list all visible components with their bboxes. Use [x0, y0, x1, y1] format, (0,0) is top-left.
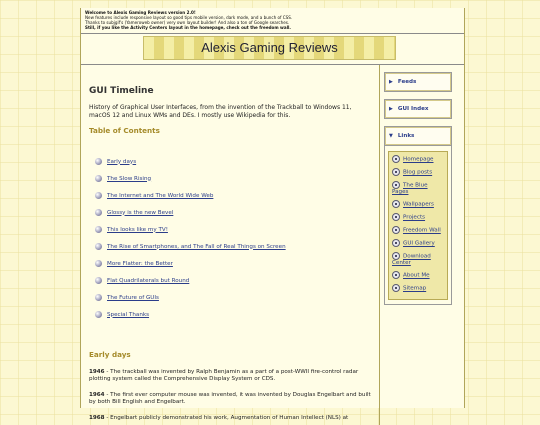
picture-icon — [392, 200, 400, 208]
bullet-icon — [95, 294, 102, 301]
sitemap-icon — [392, 284, 400, 292]
list-item — [392, 168, 444, 176]
gui-index-label: GUI Index — [397, 106, 429, 112]
toc-item — [95, 289, 371, 306]
entry-year: 1964 — [89, 392, 105, 398]
section-heading: Early days — [89, 350, 131, 359]
link-homepage[interactable]: Homepage — [403, 156, 434, 163]
home-icon — [392, 155, 400, 163]
toc-link-early-days[interactable]: Early days — [107, 158, 137, 165]
list-item — [392, 181, 444, 195]
book-icon — [392, 181, 400, 189]
gallery-icon — [392, 239, 400, 247]
list-item — [392, 213, 444, 221]
site-notice — [81, 8, 464, 34]
timeline-entry — [89, 369, 371, 383]
toc-item — [95, 153, 371, 170]
notice-line-1: Welcome to Alexis Gaming Reviews version 2.0! — [85, 10, 196, 15]
chevron-right-icon: ▶ — [389, 79, 393, 85]
toc-item — [95, 187, 371, 204]
toc-link-smartphones[interactable]: The Rise of Smartphones, and The Fall of Real Things on Screen — [107, 243, 286, 250]
bullet-icon — [95, 175, 102, 182]
link-blog-posts[interactable]: Blog posts — [403, 169, 433, 176]
bullet-icon — [95, 260, 102, 267]
link-gui-gallery[interactable]: GUI Gallery — [403, 240, 435, 247]
bullet-icon — [95, 243, 102, 250]
feeds-toggle[interactable] — [385, 73, 451, 91]
notice-line-2: New features include responsive layout so good tips mobile version, dark mode, and a bunch of CSS. — [85, 15, 293, 20]
link-blue-pages[interactable]: The Blue Pages — [392, 182, 428, 195]
list-item — [392, 226, 444, 234]
entry-text: - The trackball was invented by Ralph Benjamin as a part of a post-WWII fire-control radar plotting system called the Comprehensive Display System or CDS. — [89, 369, 359, 382]
links-panel — [384, 126, 452, 305]
blog-icon — [392, 168, 400, 176]
download-icon — [392, 252, 400, 260]
link-wallpapers[interactable]: Wallpapers — [403, 201, 434, 208]
chevron-right-icon: ▶ — [389, 106, 393, 112]
wall-icon — [392, 226, 400, 234]
toc-item — [95, 255, 371, 272]
entry-year: 1946 — [89, 369, 105, 375]
feeds-label: Feeds — [397, 79, 417, 85]
table-of-contents — [89, 153, 371, 323]
folder-icon — [392, 213, 400, 221]
toc-link-slow-rising[interactable]: The Slow Rising — [107, 175, 152, 182]
toc-link-glossy[interactable]: Glossy is the new Bevel — [107, 209, 174, 216]
feeds-panel — [384, 72, 452, 92]
toc-item — [95, 272, 371, 289]
toc-heading: Table of Contents — [89, 126, 160, 135]
link-freedom-wall[interactable]: Freedom Wall — [403, 227, 441, 234]
toc-link-flatter[interactable]: More Flatter: the Better — [107, 260, 173, 267]
links-toggle[interactable] — [385, 127, 451, 145]
bullet-icon — [95, 209, 102, 216]
site-banner[interactable]: Alexis Gaming Reviews — [143, 36, 396, 60]
toc-item — [95, 221, 371, 238]
toc-item — [95, 238, 371, 255]
list-item — [392, 252, 444, 266]
user-icon — [392, 271, 400, 279]
toc-item — [95, 170, 371, 187]
list-item — [392, 284, 444, 292]
entry-text: - The first ever computer mouse was invented, it was invented by Douglas Engelbart and built by both Bill English and Engelbart. — [89, 392, 371, 405]
gui-index-panel — [384, 99, 452, 119]
toc-link-flat-round[interactable]: Flat Quadrilaterals but Round — [107, 277, 190, 284]
bullet-icon — [95, 192, 102, 199]
header — [81, 34, 464, 65]
bullet-icon — [95, 226, 102, 233]
link-projects[interactable]: Projects — [403, 214, 426, 221]
toc-link-internet[interactable]: The Internet and The World Wide Web — [107, 192, 214, 199]
link-about-me[interactable]: About Me — [403, 272, 430, 279]
chevron-down-icon: ▼ — [389, 133, 393, 139]
timeline-entry — [89, 392, 371, 406]
bullet-icon — [95, 277, 102, 284]
entry-year: 1968 — [89, 415, 105, 421]
toc-item — [95, 306, 371, 323]
links-body — [385, 145, 451, 304]
main-content — [81, 65, 380, 425]
timeline-entry — [89, 415, 371, 422]
bullet-icon — [95, 158, 102, 165]
page-title: GUI Timeline — [89, 86, 154, 96]
toc-link-future[interactable]: The Future of GUIs — [107, 294, 159, 301]
entry-text: - Engelbart publicly demonstrated his work, Augmentation of Human Intellect (NLS) at — [104, 415, 349, 421]
toc-link-tv[interactable]: This looks like my TV! — [107, 226, 168, 233]
link-sitemap[interactable]: Sitemap — [403, 285, 427, 292]
notice-line-4: Still, if you like the Activity Centers layout in the homepage, check out the freedom wall. — [85, 25, 291, 30]
toc-item — [95, 204, 371, 221]
link-download-center[interactable]: Download Center — [392, 253, 431, 266]
list-item — [392, 271, 444, 279]
toc-link-special-thanks[interactable]: Special Thanks — [107, 311, 150, 318]
intro-text: History of Graphical User Interfaces, from the invention of the Trackball to Windows 11, macOS 12 and Linux WMs and DEs. I mostly use Wikipedia for this. — [89, 104, 352, 119]
gui-index-toggle[interactable] — [385, 100, 451, 118]
list-item — [392, 239, 444, 247]
notice-line-3: Thanks to subjgif's (Yameroweb owner) very own layout builder! And also a ton of Google searches. — [85, 20, 290, 25]
bullet-icon — [95, 311, 102, 318]
page-container — [80, 8, 465, 421]
list-item — [392, 155, 444, 163]
links-label: Links — [397, 133, 415, 139]
sidebar — [384, 65, 452, 305]
list-item — [392, 200, 444, 208]
links-list — [388, 151, 448, 300]
